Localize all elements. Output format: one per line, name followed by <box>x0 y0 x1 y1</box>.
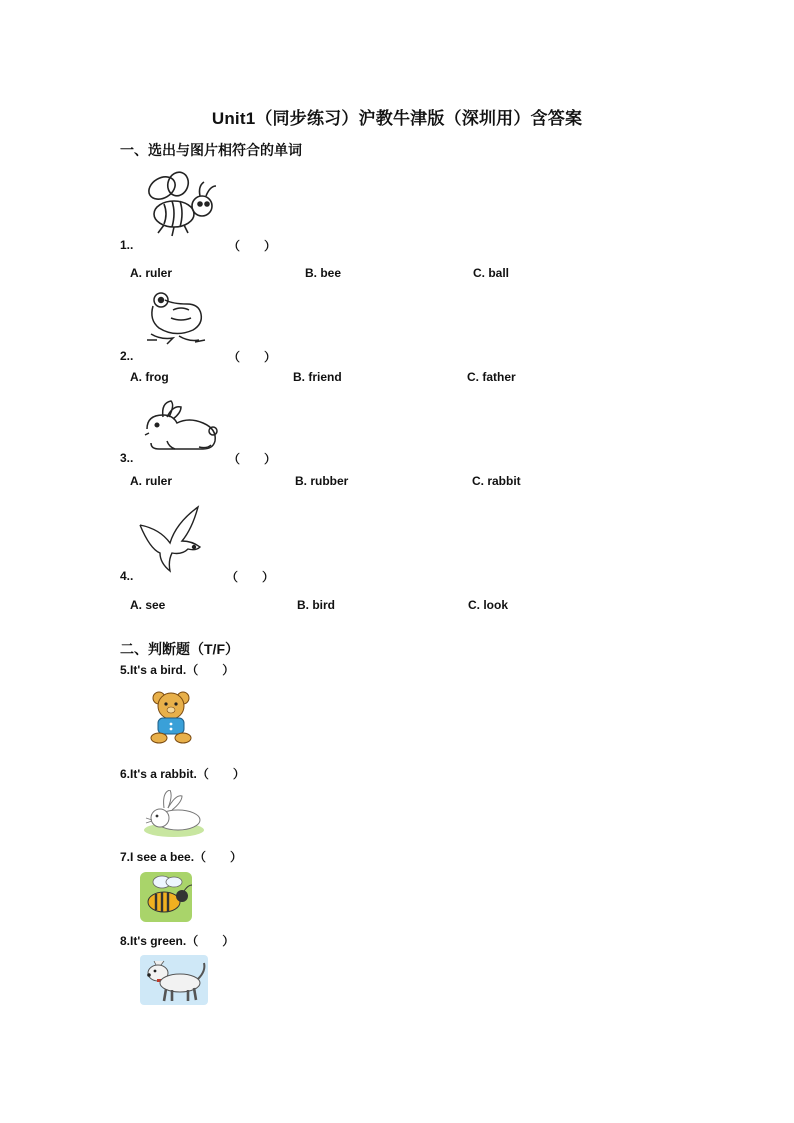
q3-answer-blank[interactable]: （ ） <box>228 452 277 466</box>
q2-option-c[interactable]: C. father <box>467 370 516 384</box>
teddy-bear-icon <box>143 688 199 744</box>
q7-statement[interactable]: 7.I see a bee.（ ） <box>120 850 243 864</box>
q4-answer-blank[interactable]: （ ） <box>226 570 275 584</box>
q4-option-b[interactable]: B. bird <box>297 598 335 612</box>
section1-heading: 一、选出与图片相符合的单词 <box>120 142 302 158</box>
rabbit-sketch-icon <box>143 397 221 455</box>
q5-statement[interactable]: 5.It's a bird.（ ） <box>120 663 235 677</box>
q1-option-b[interactable]: B. bee <box>305 266 342 280</box>
frog-sketch-icon <box>143 290 209 350</box>
q6-statement[interactable]: 6.It's a rabbit.（ ） <box>120 767 245 781</box>
q4-number: 4.. <box>120 569 134 583</box>
q4-option-c[interactable]: C. look <box>468 598 509 612</box>
rabbit-color-icon <box>140 790 206 838</box>
bird-sketch-icon <box>138 505 210 573</box>
q1-number: 1.. <box>120 238 134 252</box>
q2-option-a[interactable]: A. frog <box>130 370 169 384</box>
q4-option-a[interactable]: A. see <box>130 598 166 612</box>
dog-color-icon <box>140 955 208 1005</box>
q2-answer-blank[interactable]: （ ） <box>228 350 277 364</box>
page-title: Unit1（同步练习）沪教牛津版（深圳用）含答案 <box>211 109 583 128</box>
q3-option-a[interactable]: A. ruler <box>130 474 173 488</box>
q3-option-b[interactable]: B. rubber <box>295 474 349 488</box>
q1-option-c[interactable]: C. ball <box>473 266 510 280</box>
bee-sketch-icon <box>140 170 222 240</box>
q1-answer-blank[interactable]: （ ） <box>228 239 277 253</box>
q2-number: 2.. <box>120 349 134 363</box>
q3-option-c[interactable]: C. rabbit <box>472 474 521 488</box>
q8-statement[interactable]: 8.It's green.（ ） <box>120 934 235 948</box>
bee-color-icon <box>140 872 192 922</box>
q3-number: 3.. <box>120 451 134 465</box>
q2-option-b[interactable]: B. friend <box>293 370 342 384</box>
q1-option-a[interactable]: A. ruler <box>130 266 173 280</box>
section2-heading: 二、判断题（T/F） <box>120 641 239 657</box>
